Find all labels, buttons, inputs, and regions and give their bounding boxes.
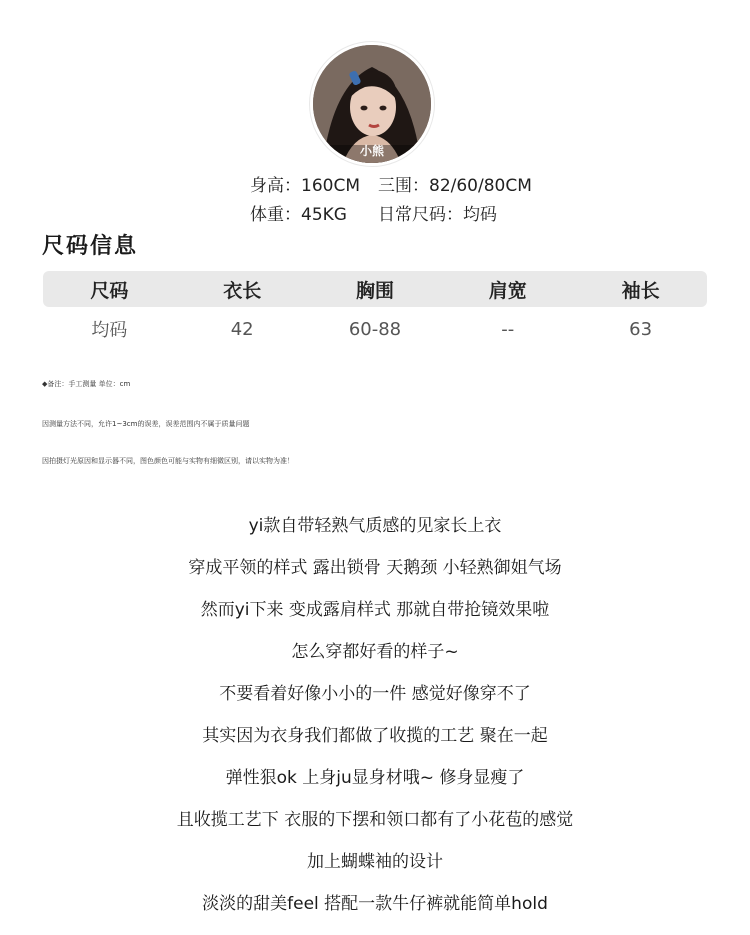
cell-size: 均码 — [91, 320, 128, 341]
size-info-title: 尺码信息 — [42, 234, 139, 259]
description-line: yi款自带轻熟气质感的见家长上衣 — [248, 516, 502, 536]
description-line: 加上蝴蝶袖的设计 — [307, 852, 443, 872]
size-table-header — [43, 271, 707, 307]
model-stats-row-2 — [250, 200, 497, 225]
header-shoulder: 肩宽 — [488, 279, 527, 302]
product-description — [0, 505, 750, 925]
model-avatar — [310, 42, 434, 166]
description-line: 淡淡的甜美feel 搭配一款牛仔裤就能简单hold — [202, 894, 548, 914]
cell-length: 42 — [230, 318, 254, 340]
note-tolerance: 因测量方法不同，允许1~3cm的误差，误差范围内不属于质量问题 — [42, 420, 250, 428]
header-bust: 胸围 — [355, 279, 394, 302]
model-stats-row-1 — [250, 171, 532, 196]
description-line: 且收揽工艺下 衣服的下摆和领口都有了小花苞的感觉 — [176, 810, 574, 830]
header-sleeve: 袖长 — [621, 279, 660, 302]
header-size: 尺码 — [90, 279, 129, 302]
header-length: 衣长 — [223, 279, 262, 302]
note-color: 因拍摄灯光原因和显示器不同，图色颜色可能与实物有细微区别，请以实物为准！ — [42, 457, 294, 465]
description-line: 穿成平领的样式 露出锁骨 天鹅颈 小轻熟御姐气场 — [188, 558, 562, 578]
model-height: 身高：160CM — [250, 176, 360, 196]
model-measurements: 三围：82/60/80CM — [378, 176, 532, 196]
description-line: 怎么穿都好看的样子~ — [291, 642, 459, 662]
description-line: 然而yi下来 变成露肩样式 那就自带抢镜效果啦 — [200, 600, 550, 620]
model-usual-size: 日常尺码：均码 — [378, 205, 497, 225]
avatar-name-label: 小熊 — [359, 144, 384, 158]
note-measurement: ◆备注：手工测量 单位：cm — [42, 380, 131, 388]
table-row — [43, 307, 707, 351]
size-table — [43, 271, 707, 351]
description-line: 其实因为衣身我们都做了收揽的工艺 聚在一起 — [202, 726, 548, 746]
model-weight: 体重：45KG — [250, 205, 347, 225]
description-line: 弹性狠ok 上身ju显身材哦~ 修身显瘦了 — [225, 768, 525, 788]
cell-shoulder: -- — [501, 318, 515, 340]
cell-bust: 60-88 — [348, 318, 402, 340]
description-line: 不要看着好像小小的一件 感觉好像穿不了 — [219, 684, 531, 704]
cell-sleeve: 63 — [629, 318, 653, 340]
